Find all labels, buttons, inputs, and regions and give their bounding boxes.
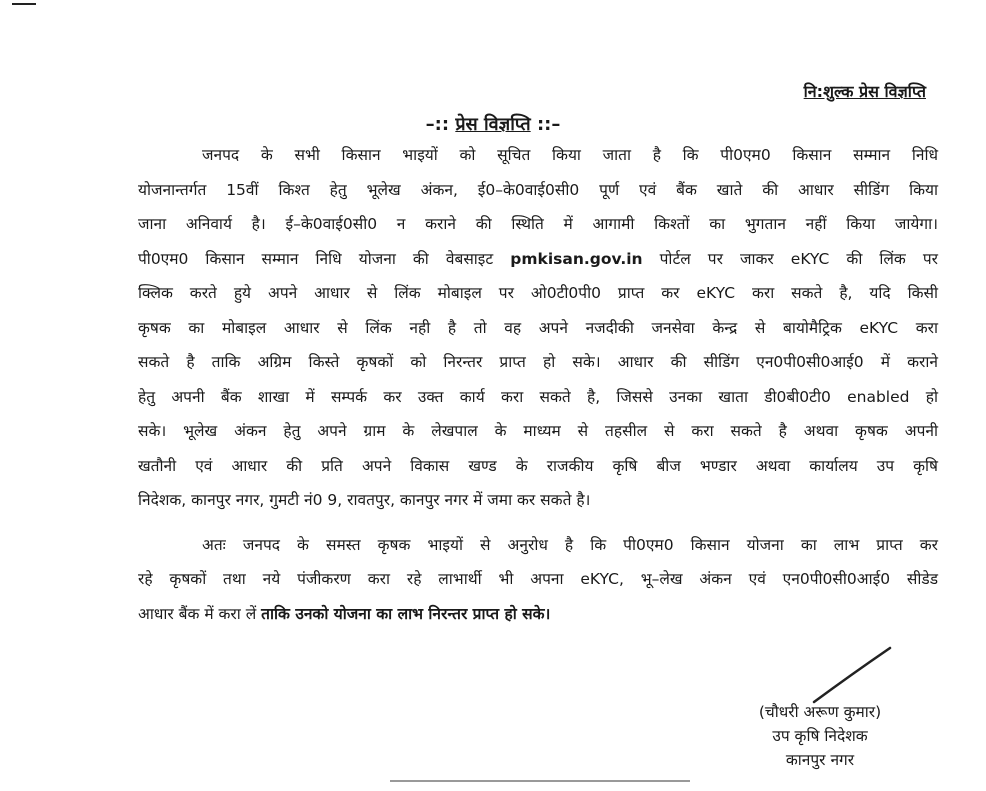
cut-off-text — [390, 780, 690, 791]
paragraph-1-line: सके। भूलेख अंकन हेतु अपने ग्राम के लेखपाल के माध्यम से तहसील से करा सकते है अथवा कृषक अपनी — [138, 422, 938, 440]
title-suffix: ::– — [530, 114, 561, 135]
paragraph-2-line: रहे कृषकों तथा नये पंजीकरण करा रहे लाभार्थी भी अपना eKYC, भू–लेख अंकन एवं एन0पी0सी0आई0 सीडेड — [138, 570, 938, 588]
free-press-release-heading: नि:शुल्क प्रेस विज्ञप्ति — [803, 82, 926, 101]
signatory-name: (चौधरी अरूण कुमार) — [758, 703, 882, 721]
paragraph-1-line: कृषक का मोबाइल आधार से लिंक नही है तो वह अपने नजदीकी जनसेवा केन्द्र से बायोमैट्रिक eKYC करा — [138, 318, 938, 337]
title-prefix: –:: — [425, 114, 456, 135]
signatory-block — [720, 700, 920, 772]
paragraph-1-line: जनपद के सभी किसान भाइयों को सूचित किया जाता है कि पी0एम0 किसान सम्मान निधि — [202, 146, 938, 164]
paragraph-1-line: योजनान्तर्गत 15वीं किश्त हेतु भूलेख अंकन, ई0–के0वाई0सी0 पूर्ण एवं बैंक खाते की आधार सीडिंग किया — [138, 180, 938, 199]
text: आधार बैंक में करा लें — [138, 604, 262, 623]
signature-icon — [812, 644, 902, 704]
paragraph-1-line: सकते है ताकि अग्रिम किस्ते कृषकों को निरन्तर प्राप्त हो सके। आधार की सीडिंग एन0पी0सी0आई0 में कराने — [138, 353, 938, 371]
title-text: प्रेस विज्ञप्ति — [455, 114, 531, 135]
press-release-body — [138, 138, 938, 631]
scan-mark — [12, 3, 36, 5]
signatory-designation: उप कृषि निदेशक — [772, 727, 868, 745]
signatory-location: कानपुर नगर — [785, 751, 855, 769]
paragraph-1-line: खतौनी एवं आधार की प्रति अपने विकास खण्ड के राजकीय कृषि बीज भण्डार अथवा कार्यालय उप कृषि — [138, 456, 938, 475]
paragraph-1-line: क्लिक करते हुये अपने आधार से लिंक मोबाइल पर ओ0टी0पी0 प्राप्त कर eKYC करा सकते है, यदि किसी — [138, 284, 938, 302]
paragraph-1-line: हेतु अपनी बैंक शाखा में सम्पर्क कर उक्त कार्य करा सकते है, जिससे उनका खाता डी0बी0टी0 enabled हो — [138, 387, 938, 406]
text: पोर्टल पर जाकर eKYC की लिंक पर — [642, 249, 938, 268]
paragraph-2-line — [138, 597, 938, 632]
paragraph-1-line — [138, 242, 938, 277]
document-title — [0, 112, 986, 136]
paragraph-1-line: जाना अनिवार्य है। ई–के0वाई0सी0 न कराने की स्थिति में आगामी किश्तों का भुगतान नहीं किया जायेगा। — [138, 215, 938, 233]
emphasis-text: ताकि उनको योजना का लाभ निरन्तर प्राप्त हो सके। — [261, 604, 551, 623]
text: पी0एम0 किसान सम्मान निधि योजना की वेबसाइट — [138, 249, 511, 268]
website-link[interactable]: pmkisan.gov.in — [510, 249, 643, 268]
paragraph-1-line: निदेशक, कानपुर नगर, गुमटी नं0 9, रावतपुर, कानपुर नगर में जमा कर सकते है। — [138, 491, 591, 509]
paragraph-2-line: अतः जनपद के समस्त कृषक भाइयों से अनुरोध है कि पी0एम0 किसान योजना का लाभ प्राप्त कर — [202, 535, 938, 554]
